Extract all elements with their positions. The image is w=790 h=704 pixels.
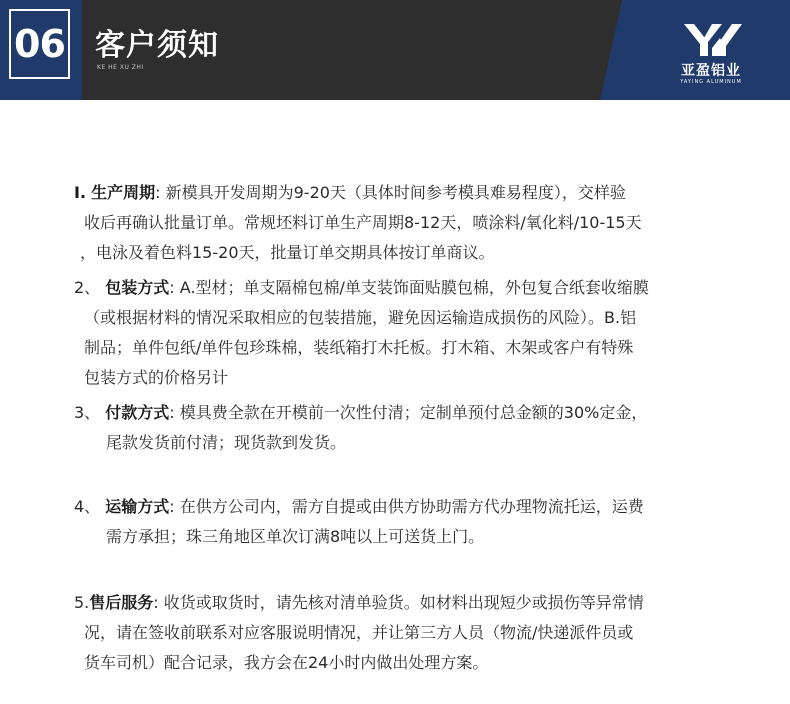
section-number: 06 — [9, 9, 70, 79]
item-text-line: 需方承担；珠三角地区单次订满8吨以上可送货上门。 — [106, 527, 485, 546]
item-marker: I. — [74, 183, 87, 202]
notice-item-production — [72, 178, 782, 268]
logo-english-name: YAYING ALUMINUM — [680, 79, 742, 85]
item-text-line: 包装方式的价格另计 — [84, 368, 229, 387]
notice-item-packaging — [72, 273, 782, 393]
header-banner — [0, 0, 790, 100]
item-text-line: 况，请在签收前联系对应客服说明情况，并让第三方人员（物流/快递派件员或 — [84, 623, 634, 642]
item-text-line: 制品；单件包纸/单件包珍珠棉，装纸箱打木托板。打木箱、木架或客户有特殊 — [84, 338, 634, 357]
item-marker: 4、 — [74, 497, 101, 516]
page-subtitle: KE HE XU ZHI — [97, 64, 144, 71]
item-text-line: 收后再确认批量订单。常规坯料订单生产周期8-12天，喷涂料/氧化料/10-15天 — [84, 213, 642, 232]
item-text-line: 尾款发货前付清；现货款到发货。 — [106, 433, 347, 452]
item-label: 生产周期 — [91, 183, 156, 202]
page-title: 客户须知 — [95, 28, 219, 63]
notice-item-after-sales — [72, 588, 782, 678]
item-label: 售后服务 — [89, 593, 154, 612]
item-label: 包装方式 — [105, 278, 170, 297]
logo-company-name: 亚盈铝业 — [681, 63, 741, 79]
item-text-line: ，电泳及着色料15-20天，批量订单交期具体按订单商议。 — [80, 243, 495, 262]
item-text-line: 货车司机）配合记录，我方会在24小时内做出处理方案。 — [84, 653, 489, 672]
item-label: 运输方式 — [105, 497, 170, 516]
item-text-line: : 新模具开发周期为9-20天（具体时间参考模具难易程度），交样验 — [155, 183, 626, 202]
yy-logo-icon — [678, 22, 744, 58]
item-marker: 5. — [74, 593, 90, 612]
item-text-line: : 模具费全款在开模前一次性付清；定制单预付总金额的30%定金， — [169, 403, 648, 422]
notice-item-transport — [72, 492, 782, 552]
item-marker: 3、 — [74, 403, 101, 422]
item-marker: 2、 — [74, 278, 101, 297]
item-text-line: : 在供方公司内，需方自提或由供方协助需方代办理物流托运，运费 — [169, 497, 644, 516]
company-logo — [672, 22, 750, 86]
item-text-line: : A.型材；单支隔棉包棉/单支装饰面贴膜包棉，外包复合纸套收缩膜 — [169, 278, 649, 297]
item-label: 付款方式 — [105, 403, 170, 422]
notice-item-payment — [72, 398, 782, 458]
item-text-line: : 收货或取货时，请先核对清单验货。如材料出现短少或损伤等异常情 — [153, 593, 644, 612]
item-text-line: （或根据材料的情况采取相应的包装措施，避免因运输造成损伤的风险）。B.铝 — [84, 308, 637, 327]
